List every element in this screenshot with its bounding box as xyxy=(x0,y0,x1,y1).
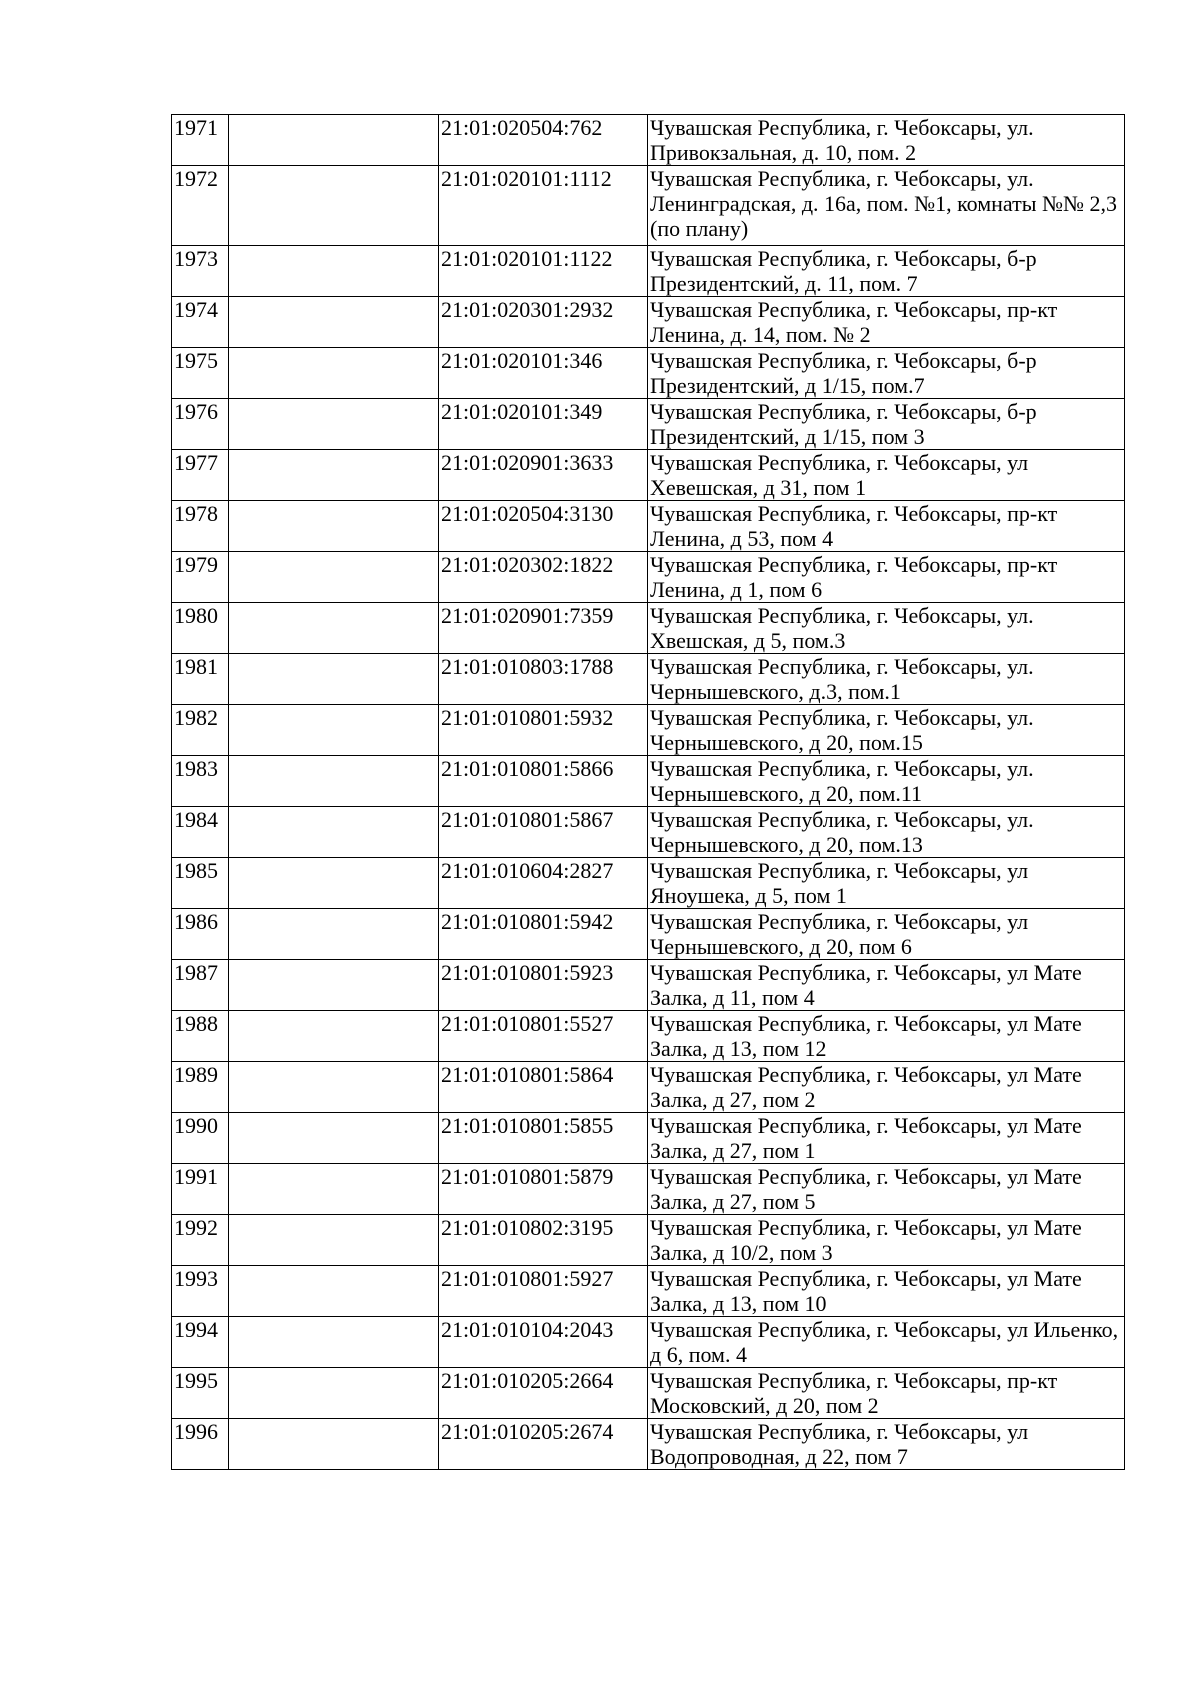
cadastral-number-cell: 21:01:010205:2674 xyxy=(439,1419,648,1470)
empty-cell xyxy=(229,246,439,297)
row-number-cell: 1981 xyxy=(172,654,229,705)
table-row xyxy=(172,1419,1125,1470)
table-row xyxy=(172,166,1125,246)
address-cell: Чувашская Республика, г. Чебоксары, ул. Чернышевского, д 20, пом.15 xyxy=(648,705,1125,756)
row-number-cell: 1973 xyxy=(172,246,229,297)
table-row xyxy=(172,450,1125,501)
address-cell: Чувашская Республика, г. Чебоксары, ул. Чернышевского, д 20, пом.11 xyxy=(648,756,1125,807)
empty-cell xyxy=(229,1317,439,1368)
cadastral-number-cell: 21:01:010801:5932 xyxy=(439,705,648,756)
cadastral-number-cell: 21:01:010801:5527 xyxy=(439,1011,648,1062)
empty-cell xyxy=(229,909,439,960)
address-cell: Чувашская Республика, г. Чебоксары, пр-кт Московский, д 20, пом 2 xyxy=(648,1368,1125,1419)
cadastral-number-cell: 21:01:010801:5927 xyxy=(439,1266,648,1317)
empty-cell xyxy=(229,858,439,909)
empty-cell xyxy=(229,1368,439,1419)
empty-cell xyxy=(229,1266,439,1317)
empty-cell xyxy=(229,297,439,348)
empty-cell xyxy=(229,399,439,450)
address-cell: Чувашская Республика, г. Чебоксары, ул Мате Залка, д 10/2, пом 3 xyxy=(648,1215,1125,1266)
row-number-cell: 1978 xyxy=(172,501,229,552)
cadastral-number-cell: 21:01:010801:5879 xyxy=(439,1164,648,1215)
cadastral-number-cell: 21:01:010104:2043 xyxy=(439,1317,648,1368)
address-cell: Чувашская Республика, г. Чебоксары, б-р Президентский, д 1/15, пом 3 xyxy=(648,399,1125,450)
row-number-cell: 1976 xyxy=(172,399,229,450)
address-cell: Чувашская Республика, г. Чебоксары, ул Мате Залка, д 27, пом 2 xyxy=(648,1062,1125,1113)
cadastral-number-cell: 21:01:010802:3195 xyxy=(439,1215,648,1266)
cadastral-number-cell: 21:01:010801:5867 xyxy=(439,807,648,858)
cadastral-number-cell: 21:01:020301:2932 xyxy=(439,297,648,348)
table-row xyxy=(172,807,1125,858)
cadastral-number-cell: 21:01:020901:7359 xyxy=(439,603,648,654)
cadastral-number-cell: 21:01:010205:2664 xyxy=(439,1368,648,1419)
row-number-cell: 1996 xyxy=(172,1419,229,1470)
row-number-cell: 1989 xyxy=(172,1062,229,1113)
table-row xyxy=(172,909,1125,960)
empty-cell xyxy=(229,1164,439,1215)
cadastral-number-cell: 21:01:020504:762 xyxy=(439,115,648,166)
empty-cell xyxy=(229,1011,439,1062)
table-row xyxy=(172,705,1125,756)
address-cell: Чувашская Республика, г. Чебоксары, ул Водопроводная, д 22, пом 7 xyxy=(648,1419,1125,1470)
address-cell: Чувашская Республика, г. Чебоксары, б-р Президентский, д 1/15, пом.7 xyxy=(648,348,1125,399)
empty-cell xyxy=(229,756,439,807)
empty-cell xyxy=(229,115,439,166)
empty-cell xyxy=(229,1419,439,1470)
table-row xyxy=(172,756,1125,807)
row-number-cell: 1980 xyxy=(172,603,229,654)
cadastral-number-cell: 21:01:020504:3130 xyxy=(439,501,648,552)
table-row xyxy=(172,1011,1125,1062)
row-number-cell: 1982 xyxy=(172,705,229,756)
row-number-cell: 1992 xyxy=(172,1215,229,1266)
row-number-cell: 1993 xyxy=(172,1266,229,1317)
cadastral-number-cell: 21:01:020101:1112 xyxy=(439,166,648,246)
property-registry-table xyxy=(171,114,1125,1470)
table-row xyxy=(172,399,1125,450)
row-number-cell: 1984 xyxy=(172,807,229,858)
address-cell: Чувашская Республика, г. Чебоксары, ул Яноушека, д 5, пом 1 xyxy=(648,858,1125,909)
cadastral-number-cell: 21:01:020101:346 xyxy=(439,348,648,399)
empty-cell xyxy=(229,552,439,603)
cadastral-number-cell: 21:01:010801:5942 xyxy=(439,909,648,960)
cadastral-number-cell: 21:01:020901:3633 xyxy=(439,450,648,501)
row-number-cell: 1979 xyxy=(172,552,229,603)
table-row xyxy=(172,1368,1125,1419)
table-row xyxy=(172,1266,1125,1317)
empty-cell xyxy=(229,1113,439,1164)
row-number-cell: 1995 xyxy=(172,1368,229,1419)
table-row xyxy=(172,348,1125,399)
table-row xyxy=(172,1317,1125,1368)
table-row xyxy=(172,501,1125,552)
row-number-cell: 1975 xyxy=(172,348,229,399)
row-number-cell: 1972 xyxy=(172,166,229,246)
row-number-cell: 1983 xyxy=(172,756,229,807)
cadastral-number-cell: 21:01:010801:5855 xyxy=(439,1113,648,1164)
empty-cell xyxy=(229,807,439,858)
table-row xyxy=(172,1164,1125,1215)
cadastral-number-cell: 21:01:020101:1122 xyxy=(439,246,648,297)
table-row xyxy=(172,858,1125,909)
address-cell: Чувашская Республика, г. Чебоксары, ул. Чернышевского, д 20, пом.13 xyxy=(648,807,1125,858)
address-cell: Чувашская Республика, г. Чебоксары, пр-кт Ленина, д 1, пом 6 xyxy=(648,552,1125,603)
cadastral-number-cell: 21:01:020302:1822 xyxy=(439,552,648,603)
row-number-cell: 1991 xyxy=(172,1164,229,1215)
address-cell: Чувашская Республика, г. Чебоксары, ул Хевешская, д 31, пом 1 xyxy=(648,450,1125,501)
empty-cell xyxy=(229,1062,439,1113)
address-cell: Чувашская Республика, г. Чебоксары, ул Чернышевского, д 20, пом 6 xyxy=(648,909,1125,960)
empty-cell xyxy=(229,501,439,552)
empty-cell xyxy=(229,705,439,756)
table-row xyxy=(172,603,1125,654)
row-number-cell: 1971 xyxy=(172,115,229,166)
table-body xyxy=(172,115,1125,1470)
table-row xyxy=(172,654,1125,705)
empty-cell xyxy=(229,166,439,246)
cadastral-number-cell: 21:01:010803:1788 xyxy=(439,654,648,705)
cadastral-number-cell: 21:01:010604:2827 xyxy=(439,858,648,909)
address-cell: Чувашская Республика, г. Чебоксары, пр-кт Ленина, д. 14, пом. № 2 xyxy=(648,297,1125,348)
cadastral-number-cell: 21:01:010801:5864 xyxy=(439,1062,648,1113)
address-cell: Чувашская Республика, г. Чебоксары, ул Мате Залка, д 27, пом 5 xyxy=(648,1164,1125,1215)
empty-cell xyxy=(229,603,439,654)
address-cell: Чувашская Республика, г. Чебоксары, б-р Президентский, д. 11, пом. 7 xyxy=(648,246,1125,297)
row-number-cell: 1985 xyxy=(172,858,229,909)
row-number-cell: 1990 xyxy=(172,1113,229,1164)
address-cell: Чувашская Республика, г. Чебоксары, ул Мате Залка, д 13, пом 12 xyxy=(648,1011,1125,1062)
table-row xyxy=(172,1215,1125,1266)
table-row xyxy=(172,552,1125,603)
table-row xyxy=(172,246,1125,297)
row-number-cell: 1974 xyxy=(172,297,229,348)
row-number-cell: 1994 xyxy=(172,1317,229,1368)
address-cell: Чувашская Республика, г. Чебоксары, ул. Привокзальная, д. 10, пом. 2 xyxy=(648,115,1125,166)
table-row xyxy=(172,115,1125,166)
empty-cell xyxy=(229,960,439,1011)
row-number-cell: 1986 xyxy=(172,909,229,960)
table-row xyxy=(172,1113,1125,1164)
address-cell: Чувашская Республика, г. Чебоксары, ул Мате Залка, д 27, пом 1 xyxy=(648,1113,1125,1164)
address-cell: Чувашская Республика, г. Чебоксары, ул. Хвешская, д 5, пом.3 xyxy=(648,603,1125,654)
empty-cell xyxy=(229,654,439,705)
table-row xyxy=(172,1062,1125,1113)
row-number-cell: 1988 xyxy=(172,1011,229,1062)
row-number-cell: 1987 xyxy=(172,960,229,1011)
address-cell: Чувашская Республика, г. Чебоксары, пр-кт Ленина, д 53, пом 4 xyxy=(648,501,1125,552)
empty-cell xyxy=(229,1215,439,1266)
empty-cell xyxy=(229,450,439,501)
empty-cell xyxy=(229,348,439,399)
address-cell: Чувашская Республика, г. Чебоксары, ул Мате Залка, д 11, пом 4 xyxy=(648,960,1125,1011)
address-cell: Чувашская Республика, г. Чебоксары, ул Ильенко, д 6, пом. 4 xyxy=(648,1317,1125,1368)
cadastral-number-cell: 21:01:020101:349 xyxy=(439,399,648,450)
table-row xyxy=(172,960,1125,1011)
address-cell: Чувашская Республика, г. Чебоксары, ул. Чернышевского, д.3, пом.1 xyxy=(648,654,1125,705)
cadastral-number-cell: 21:01:010801:5923 xyxy=(439,960,648,1011)
address-cell: Чувашская Республика, г. Чебоксары, ул Мате Залка, д 13, пом 10 xyxy=(648,1266,1125,1317)
table-row xyxy=(172,297,1125,348)
cadastral-number-cell: 21:01:010801:5866 xyxy=(439,756,648,807)
address-cell: Чувашская Республика, г. Чебоксары, ул. Ленинградская, д. 16а, пом. №1, комнаты №№ 2,3 (по плану) xyxy=(648,166,1125,246)
row-number-cell: 1977 xyxy=(172,450,229,501)
